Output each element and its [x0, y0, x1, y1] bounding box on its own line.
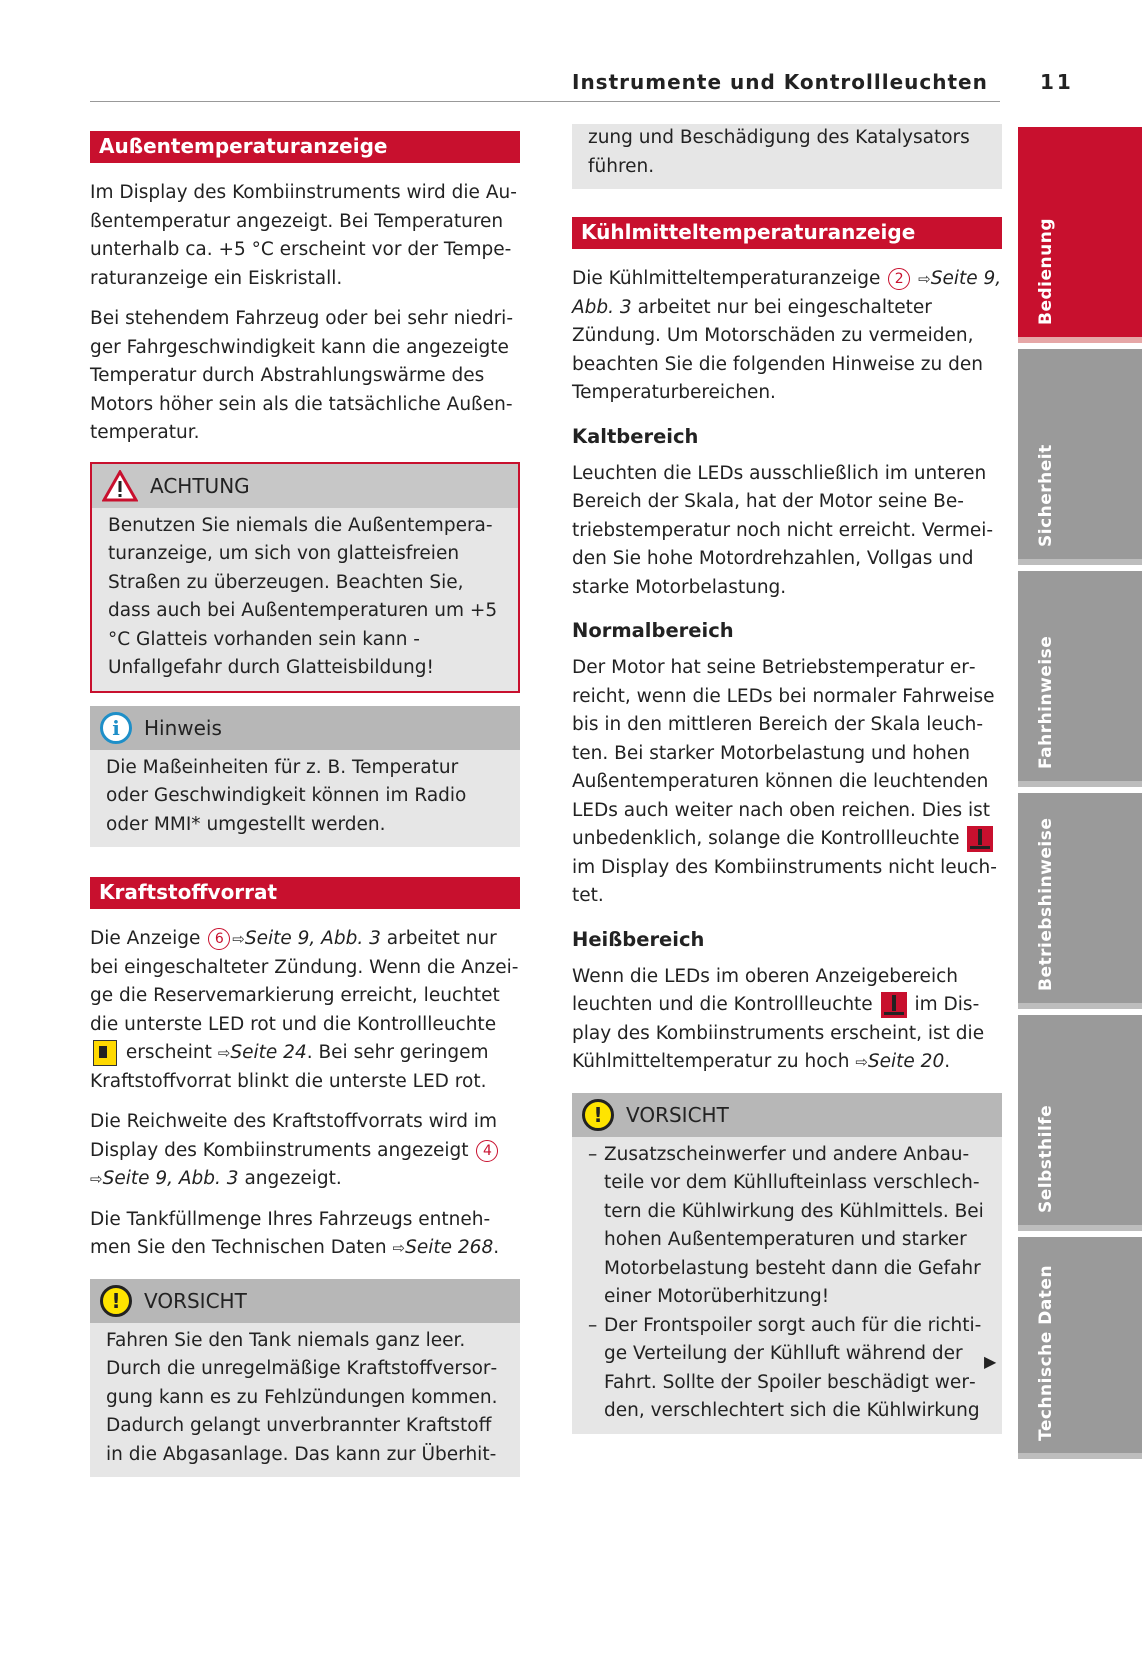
tab-fahrhinweise[interactable] — [1018, 571, 1142, 787]
page-reference[interactable]: Seite 9, Abb. 3 — [244, 928, 381, 949]
tab-label: Fahrhinweise — [1036, 635, 1056, 769]
running-header-title: Instrumente und Kontrollleuchten — [572, 70, 988, 94]
callout-number: 2 — [888, 268, 910, 290]
list-item: – Der Frontspoiler sorgt auch für die richtige Verteilung der Kühlluft während der Fahrt. Sollte der Spoiler beschädigt werden, verschlechtert sich die Kühlwirkung — [588, 1312, 988, 1426]
caution-icon: ! — [100, 1285, 132, 1317]
fuel-warning-lamp-icon — [93, 1040, 117, 1066]
reference-arrow-icon: ⇨ — [392, 1239, 406, 1257]
paragraph-normal-range: Der Motor hat seine Betriebstemperatur erreicht, wenn die LEDs bei normaler Fahrweise bis in den mittleren Bereich der Skala leuchten. Bei starker Motorbelastung und hohen Außentemperaturen können die leuchtenden LEDs auch weiter nach oben reichen. Dies ist unbedenklich, solange die Kontrollleuchte im Display des Kombiinstruments nicht leuchtet. — [572, 657, 997, 906]
hinweis-box — [90, 706, 520, 848]
tab-label: Bedienung — [1036, 218, 1056, 325]
callout-number: 4 — [476, 1140, 498, 1162]
tab-label: Betriebshinweise — [1036, 817, 1056, 991]
vorsicht-label: VORSICHT — [626, 1102, 729, 1127]
subheading-hot-range: Heißbereich — [572, 927, 705, 951]
callout-number: 6 — [208, 928, 230, 950]
page-reference[interactable]: Seite 9, Abb. 3 — [102, 1168, 239, 1189]
continue-arrow-icon: ▶ — [984, 1352, 997, 1371]
section-heading-fuel: Kraftstoffvorrat — [90, 877, 520, 909]
list-item: – Zusatzscheinwerfer und andere Anbauteile vor dem Kühllufteinlass verschlechtern die Kühlwirkung des Kühlmittels. Bei hohen Außentemperaturen und starker Motorbelastung besteht dann die Gefahr einer Motorüberhitzung! — [588, 1141, 988, 1312]
tab-label: Selbsthilfe — [1036, 1104, 1056, 1213]
page-reference[interactable]: Seite 20 — [867, 1051, 945, 1072]
paragraph: Bei stehendem Fahrzeug oder bei sehr niedriger Fahrgeschwindigkeit kann die angezeigte Temperatur durch Abstrahlungswärme des Motors höher sein als die tatsächliche Außentemperatur. — [90, 308, 514, 443]
achtung-label: ACHTUNG — [150, 473, 250, 498]
reference-arrow-icon: ⇨ — [217, 1044, 231, 1062]
right-column — [572, 124, 1002, 1434]
section-heading-outside-temperature: Außentemperaturanzeige — [90, 131, 520, 163]
achtung-box — [90, 462, 520, 693]
vorsicht-list — [588, 1141, 988, 1426]
paragraph-coolant: Die Kühlmitteltemperaturanzeige 2 ⇨Seite 9, Abb. 3 arbeitet nur bei eingeschalteter Zündung. Um Motorschäden zu vermeiden, beachten Sie die folgenden Hinweise zu den Temperaturbereichen. — [572, 268, 1002, 403]
paragraph-tank-capacity: Die Tankfüllmenge Ihres Fahrzeugs entnehmen Sie den Technischen Daten ⇨Seite 268. — [90, 1208, 500, 1258]
vorsicht-box-coolant — [572, 1093, 1002, 1434]
page-reference[interactable]: Seite 268 — [405, 1237, 494, 1258]
info-icon: i — [100, 712, 132, 744]
paragraph: Im Display des Kombiinstruments wird die Außentemperatur angezeigt. Bei Temperaturen unterhalb ca. +5 °C erscheint vor der Temperaturanzeige ein Eiskristall. — [90, 182, 517, 289]
achtung-header — [92, 464, 518, 508]
vorsicht-text: Fahren Sie den Tank niemals ganz leer. Durch die unregelmäßige Kraftstoffversorgung kann es zu Fehlzündungen kommen. Dadurch gelangt unverbrannter Kraftstoff in die Abgasanlage. Das kann zur Überhit- — [106, 1329, 498, 1465]
caution-icon: ! — [582, 1099, 614, 1131]
paragraph-cold-range: Leuchten die LEDs ausschließlich im unteren Bereich der Skala, hat der Motor seine Betriebstemperatur noch nicht erreicht. Vermeiden Sie hohe Motordrehzahlen, Vollgas und starke Motorbelastung. — [572, 462, 994, 598]
hinweis-text: Die Maßeinheiten für z. B. Temperatur oder Geschwindigkeit können im Radio oder MMI* umgestellt werden. — [106, 756, 467, 835]
section-heading-coolant: Kühlmitteltemperaturanzeige — [572, 217, 1002, 249]
tab-betriebshinweise[interactable] — [1018, 793, 1142, 1009]
vorsicht-header — [90, 1279, 520, 1323]
paragraph-hot-range: Wenn die LEDs im oberen Anzeigebereich leuchten und die Kontrollleuchte im Display des Kombiinstruments erscheint, ist die Kühlmitteltemperatur zu hoch ⇨Seite 20. — [572, 965, 985, 1072]
left-column — [90, 131, 520, 1477]
paragraph-range: Die Reichweite des Kraftstoffvorrats wird im Display des Kombiinstruments angezeigt 4 ⇨Seite 9, Abb. 3 angezeigt. — [90, 1111, 497, 1189]
warning-triangle-icon — [102, 470, 138, 502]
page-reference[interactable]: Seite 9, Abb. 3 — [572, 268, 1002, 318]
subheading-normal-range: Normalbereich — [572, 619, 734, 642]
achtung-text: Benutzen Sie niemals die Außentemperaturanzeige, um sich von glatteisfreien Straßen zu überzeugen. Beachten Sie, dass auch bei Außentemperaturen um +5 °C Glatteis vorhanden sein kann - Unfallgefahr durch Glatteisbildung! — [108, 514, 498, 678]
hinweis-label: Hinweis — [144, 715, 222, 740]
tab-bedienung[interactable] — [1018, 127, 1142, 343]
header-rule — [90, 101, 1000, 102]
tab-selbsthilfe[interactable] — [1018, 1015, 1142, 1231]
vorsicht-continuation-box — [572, 124, 1002, 189]
reference-arrow-icon: ⇨ — [918, 270, 931, 288]
vorsicht-continuation-text: zung und Beschädigung des Katalysators führen. — [588, 127, 970, 177]
reference-arrow-icon: ⇨ — [232, 930, 245, 948]
paragraph-fuel-gauge: Die Anzeige 6 ⇨Seite 9, Abb. 3 arbeitet nur bei eingeschalteter Zündung. Wenn die Anzeige die Reservemarkierung erreicht, leuchtet die unterste LED rot und die Kontrollleuchte erscheint ⇨Seite 24. Bei sehr geringem Kraftstoffvorrat blinkt die unterste LED rot. — [90, 928, 519, 1092]
coolant-temperature-lamp-icon — [967, 826, 993, 852]
vorsicht-header — [572, 1093, 1002, 1137]
hinweis-header — [90, 706, 520, 750]
subheading-cold-range: Kaltbereich — [572, 424, 699, 448]
reference-arrow-icon: ⇨ — [855, 1053, 868, 1071]
vorsicht-box-fuel — [90, 1279, 520, 1478]
page-reference[interactable]: Seite 24 — [230, 1042, 307, 1063]
reference-arrow-icon: ⇨ — [90, 1170, 103, 1188]
tab-sicherheit[interactable] — [1018, 349, 1142, 565]
vorsicht-label: VORSICHT — [144, 1288, 247, 1313]
tab-label: Technische Daten — [1036, 1264, 1056, 1441]
tab-label: Sicherheit — [1036, 444, 1056, 547]
page-number: 11 — [1040, 70, 1074, 94]
tab-technische-daten[interactable] — [1018, 1237, 1142, 1459]
chapter-tabs — [1018, 127, 1142, 1465]
coolant-temperature-lamp-icon — [881, 992, 907, 1018]
